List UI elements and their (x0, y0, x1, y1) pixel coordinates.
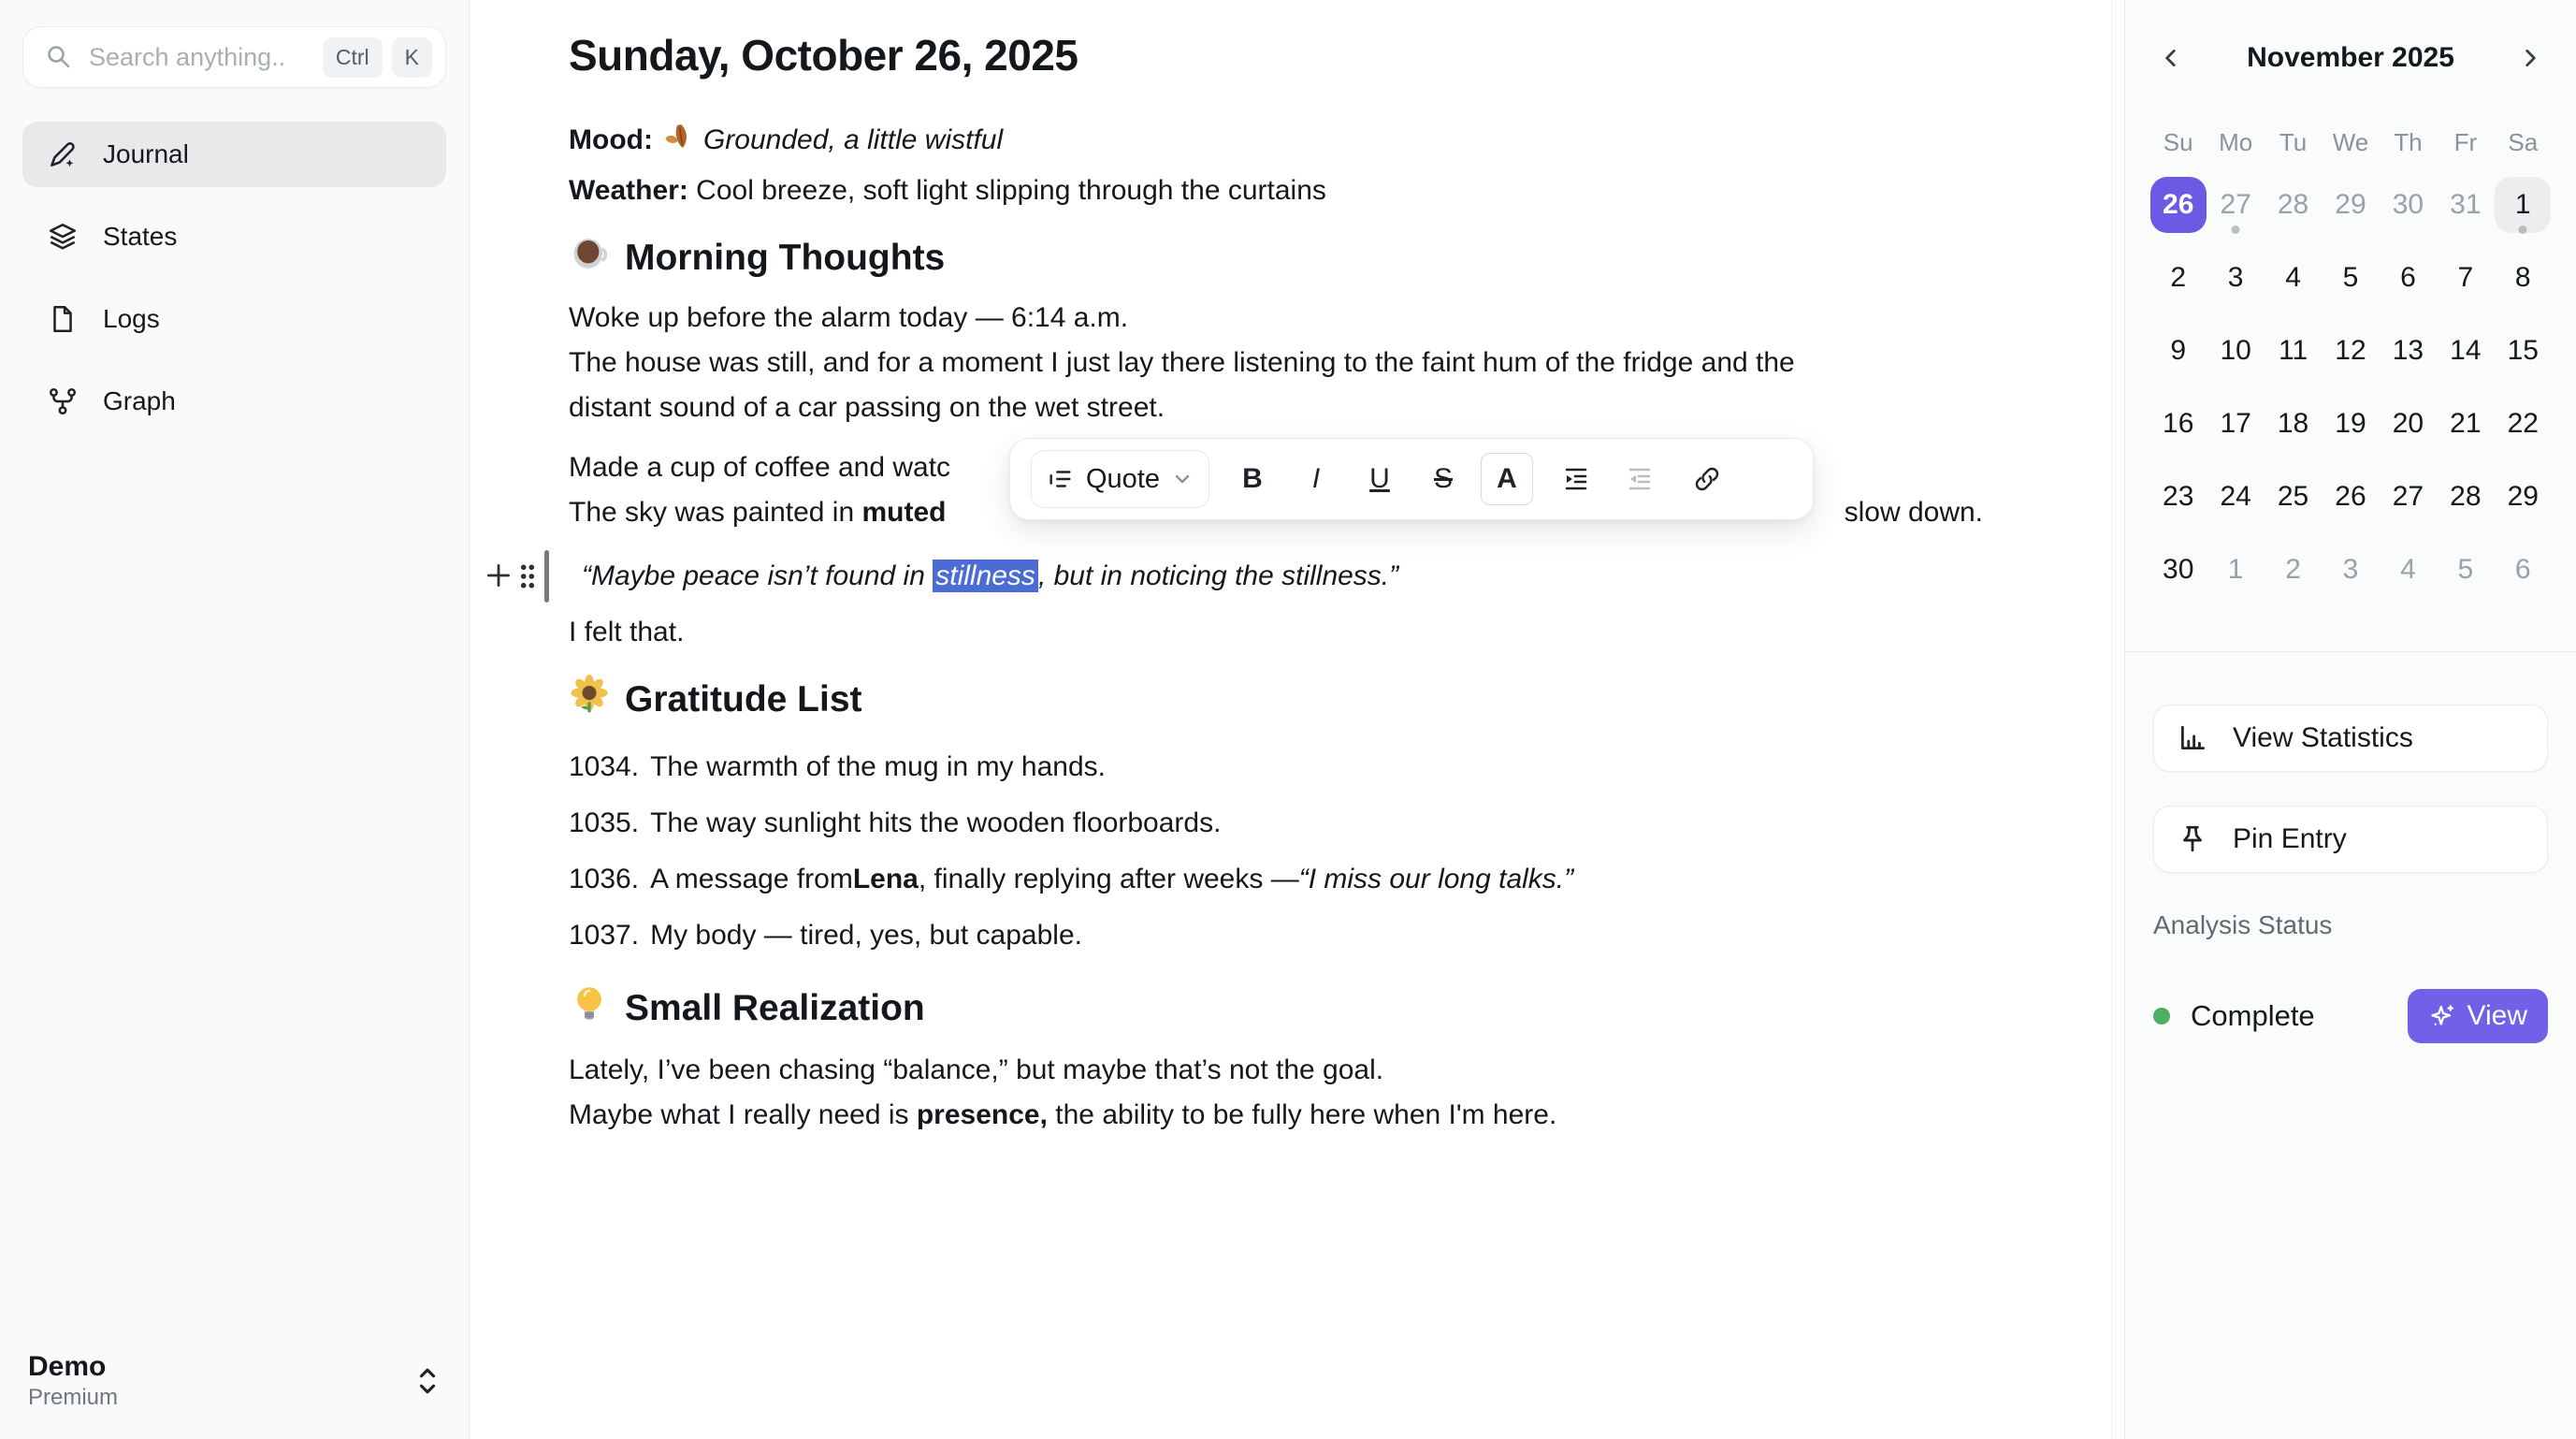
sunflower-emoji (569, 675, 610, 725)
sidebar-item-label: Journal (103, 139, 189, 168)
search-icon (44, 42, 74, 72)
italic-button[interactable]: I (1311, 463, 1321, 494)
strikethrough-button[interactable]: S (1433, 463, 1453, 494)
account-name: Demo (28, 1351, 107, 1382)
paragraph-realization: Lately, I’ve been chasing “balance,” but maybe that’s not the goal. Maybe what I really need is presence, the ability to be fully here when I'm here. (569, 1054, 1557, 1130)
calendar-day[interactable]: 3 (2227, 262, 2244, 293)
calendar-day[interactable]: 19 (2335, 408, 2366, 439)
link-icon (1693, 465, 1721, 493)
calendar-day[interactable]: 26 (2149, 168, 2207, 241)
section-heading-realization: Small Realization (569, 984, 1983, 1033)
calendar-day[interactable]: 18 (2277, 408, 2309, 439)
list-item: 1036. A message from Lena , finally replying after weeks — “I miss our long talks.” (569, 864, 1574, 894)
status-dot (2153, 1008, 2170, 1025)
quote-text: “Maybe peace isn’t found in stillness , but in noticing the stillness.” (582, 560, 1399, 591)
calendar-weekday-label: Tu (2279, 127, 2308, 156)
calendar-day[interactable]: 16 (2163, 408, 2194, 439)
gratitude-list (569, 739, 1983, 964)
entry-indicator-dot (2232, 225, 2240, 234)
selected-text: stillness (933, 560, 1038, 592)
calendar-header (2149, 34, 2552, 82)
bold-button[interactable]: B (1242, 463, 1263, 494)
occluded-line-2: The sky was painted in muted slow down. (569, 497, 1983, 528)
calendar-day[interactable]: 3 (2342, 554, 2359, 585)
view-analysis-button[interactable]: View (2408, 989, 2548, 1043)
sidebar-item-label: Graph (103, 386, 176, 415)
calendar-day[interactable]: 6 (2514, 554, 2531, 585)
calendar-day[interactable]: 2 (2170, 262, 2187, 293)
calendar-day[interactable]: 1 (2495, 168, 2552, 241)
calendar-day[interactable]: 27 (2207, 168, 2264, 241)
calendar-day[interactable]: 24 (2220, 481, 2251, 512)
sidebar-actions (2125, 652, 2576, 1043)
calendar-day[interactable]: 28 (2277, 189, 2309, 220)
calendar-day[interactable]: 23 (2163, 481, 2194, 512)
weather-line (569, 168, 1983, 213)
list-item: 1035. The way sunlight hits the wooden floorboards. (569, 807, 1222, 838)
weather-text: Cool breeze, soft light slipping through the curtains (696, 175, 1326, 206)
calendar-day[interactable]: 31 (2450, 189, 2482, 220)
account-switcher[interactable] (22, 1351, 446, 1411)
bulb-emoji (569, 983, 610, 1034)
plus-icon (483, 560, 514, 591)
scrollbar-gutter[interactable] (2111, 0, 2124, 1439)
chevron-left-icon (2159, 46, 2183, 70)
calendar-weekday-label: Su (2163, 127, 2193, 156)
calendar-day[interactable]: 22 (2507, 408, 2539, 439)
sidebar-nav (22, 122, 446, 434)
chevrons-updown-icon (414, 1365, 441, 1397)
calendar-day[interactable]: 7 (2457, 262, 2474, 293)
calendar-weekday-label: Fr (2453, 127, 2478, 156)
chevron-right-icon (2518, 46, 2542, 70)
section-heading-gratitude: Gratitude List (569, 676, 1983, 724)
calendar-day[interactable]: 12 (2335, 335, 2366, 366)
calendar-month-title: November 2025 (2247, 42, 2454, 73)
calendar-day[interactable]: 30 (2392, 189, 2424, 220)
analysis-status-label: Analysis Status (2153, 910, 2333, 939)
calendar-day[interactable]: 27 (2392, 481, 2424, 512)
calendar-day[interactable]: 10 (2220, 335, 2251, 366)
indent-decrease-icon (1625, 464, 1655, 494)
calendar-day[interactable]: 6 (2400, 262, 2416, 293)
chevron-down-icon (1171, 468, 1194, 490)
calendar-day[interactable]: 25 (2277, 481, 2309, 512)
entry-meta (569, 118, 1983, 213)
pencil-icon (47, 138, 79, 170)
list-item: 1037. My body — tired, yes, but capable. (569, 920, 1082, 951)
calendar-day[interactable]: 9 (2170, 335, 2187, 366)
indent-decrease-button[interactable] (1615, 453, 1664, 505)
calendar-day[interactable]: 15 (2507, 335, 2539, 366)
block-type-dropdown[interactable] (1031, 450, 1209, 508)
paragraph-felt: I felt that. (569, 617, 685, 647)
sidebar-item-label: States (103, 222, 178, 251)
add-block-button[interactable] (483, 560, 514, 599)
calendar-day[interactable]: 20 (2392, 408, 2424, 439)
calendar-prev-button[interactable] (2149, 36, 2192, 80)
quote-list-icon (1047, 465, 1075, 493)
calendar-day[interactable]: 4 (2285, 262, 2301, 293)
calendar-day[interactable]: 26 (2335, 481, 2366, 512)
quote-block (569, 550, 1983, 603)
calendar (2125, 0, 2576, 606)
mood-line (569, 118, 1983, 168)
calendar-day[interactable]: 30 (2163, 554, 2194, 585)
indent-increase-icon (1561, 464, 1591, 494)
calendar-weekday-label: We (2332, 127, 2369, 156)
calendar-day[interactable]: 1 (2227, 554, 2244, 585)
text-color-button[interactable]: A (1481, 453, 1533, 505)
kbd-ctrl: Ctrl (323, 37, 383, 78)
calendar-day[interactable]: 21 (2450, 408, 2482, 439)
coffee-emoji (569, 233, 610, 283)
left-sidebar (0, 0, 470, 1439)
section-heading-morning: Morning Thoughts (569, 234, 1983, 283)
fallen-leaf-emoji (660, 121, 694, 168)
entry-title: Sunday, October 26, 2025 (569, 31, 1078, 80)
occluded-line-1: Made a cup of coffee and watc (569, 452, 951, 483)
pin-icon (2177, 823, 2208, 855)
calendar-weekday-label: Mo (2219, 127, 2253, 156)
kbd-k: K (392, 37, 432, 78)
calendar-day[interactable]: 29 (2335, 189, 2366, 220)
indent-increase-button[interactable] (1552, 453, 1600, 505)
block-type-label: Quote (1086, 463, 1160, 494)
sidebar-item-logs[interactable] (22, 286, 446, 352)
bar-chart-icon (2177, 722, 2208, 754)
view-statistics-button[interactable]: View Statistics (2153, 705, 2548, 772)
network-icon (47, 385, 79, 417)
pin-entry-button[interactable]: Pin Entry (2153, 806, 2548, 873)
analysis-status-row (2153, 989, 2548, 1043)
calendar-day[interactable]: 2 (2285, 554, 2301, 585)
mood-label: Mood: (569, 124, 653, 155)
list-item: 1034. The warmth of the mug in my hands. (569, 751, 1106, 782)
sidebar-item-states[interactable] (22, 204, 446, 269)
sidebar-item-graph[interactable] (22, 369, 446, 434)
editor-main (470, 0, 2111, 1439)
drag-handle-icon[interactable] (518, 563, 537, 597)
quote-border (544, 550, 549, 603)
calendar-next-button[interactable] (2509, 36, 2552, 80)
status-text: Complete (2191, 999, 2315, 1032)
calendar-day[interactable]: 4 (2400, 554, 2416, 585)
calendar-day[interactable]: 17 (2220, 408, 2251, 439)
layers-icon (47, 221, 79, 253)
entry-indicator-dot (2519, 225, 2527, 234)
calendar-day[interactable]: 11 (2278, 335, 2308, 366)
search-input[interactable] (22, 26, 446, 88)
calendar-day[interactable]: 14 (2450, 335, 2482, 366)
link-button[interactable] (1683, 453, 1731, 505)
underline-button[interactable]: U (1369, 463, 1390, 494)
weather-label: Weather: (569, 175, 688, 206)
mood-text: Grounded, a little wistful (702, 124, 1004, 155)
sparkles-icon (2428, 1002, 2456, 1030)
calendar-day[interactable]: 28 (2450, 481, 2482, 512)
calendar-day[interactable]: 5 (2342, 262, 2359, 293)
calendar-weekday-label: Th (2394, 127, 2423, 156)
calendar-day[interactable]: 13 (2392, 335, 2424, 366)
calendar-day[interactable]: 5 (2457, 554, 2474, 585)
account-plan: Premium (28, 1385, 119, 1410)
sidebar-item-label: Logs (103, 304, 160, 333)
right-sidebar (2124, 0, 2576, 1439)
search-placeholder: Search anything.. (89, 42, 286, 71)
calendar-day[interactable]: 29 (2507, 481, 2539, 512)
paragraph-morning-1: Woke up before the alarm today — 6:14 a.m. The house was still, and for a moment I just lay there listening to the faint hum of the fridge and the distant sound of a car passing on the wet street. (569, 302, 1795, 423)
format-toolbar (1009, 438, 1814, 520)
calendar-day[interactable]: 8 (2514, 262, 2531, 293)
sidebar-item-journal[interactable] (22, 122, 446, 187)
calendar-weekday-label: Sa (2508, 127, 2539, 156)
file-icon (47, 303, 79, 335)
calendar-grid (2149, 116, 2552, 606)
